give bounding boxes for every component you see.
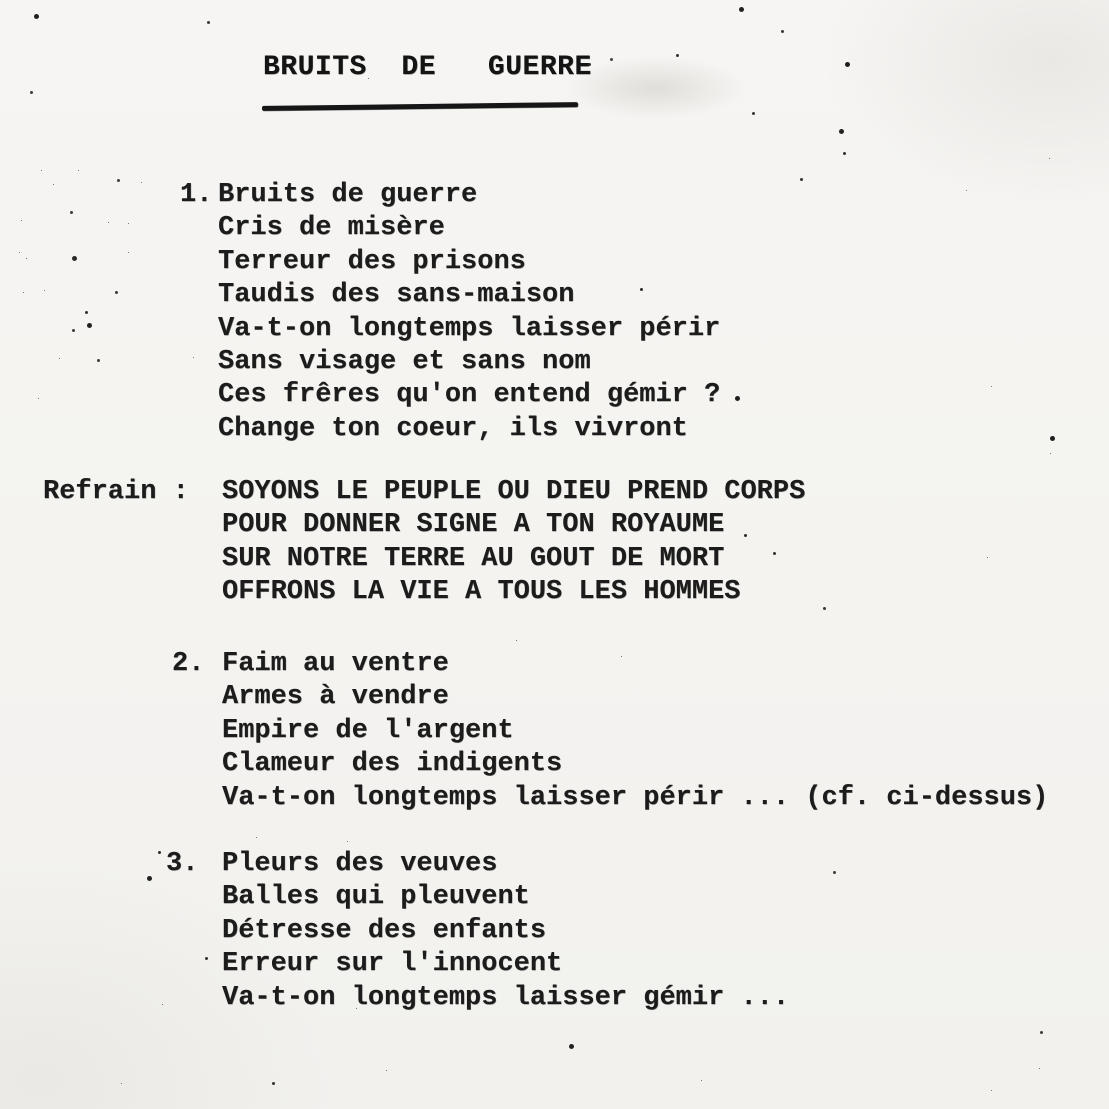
lyric-line: Ces frêres qu'on entend gémir ? bbox=[218, 380, 721, 411]
lyric-line: Clameur des indigents bbox=[222, 749, 563, 780]
lyric-line: Terreur des prisons bbox=[218, 246, 526, 277]
lyric-line: Armes à vendre bbox=[222, 682, 449, 713]
lyric-line: Balles qui pleuvent bbox=[222, 882, 530, 913]
lyric-line: Change ton coeur, ils vivront bbox=[218, 413, 688, 444]
lyric-line: Détresse des enfants bbox=[222, 915, 547, 946]
lyric-line: SUR NOTRE TERRE AU GOUT DE MORT bbox=[222, 543, 725, 574]
lyric-line: Cris de misère bbox=[218, 213, 445, 244]
verse-number: 1. bbox=[180, 180, 213, 210]
verse-number: 3. bbox=[166, 849, 199, 879]
lyric-line: Empire de l'argent bbox=[222, 715, 514, 746]
lyric-lines bbox=[222, 476, 805, 610]
lyric-line: Taudis des sans-maison bbox=[218, 280, 575, 311]
lyric-line: Erreur sur l'innocent bbox=[222, 949, 563, 980]
lyric-lines bbox=[222, 648, 1048, 815]
page-title: BRUITS DE GUERRE bbox=[263, 52, 592, 83]
title-underline bbox=[262, 102, 578, 111]
lyric-line: Faim au ventre bbox=[222, 649, 449, 679]
lyric-line: POUR DONNER SIGNE A TON ROYAUME bbox=[222, 510, 725, 541]
lyric-line: Pleurs des veuves bbox=[222, 849, 498, 879]
refrain-label: Refrain : bbox=[43, 477, 189, 507]
lyric-line: OFFRONS LA VIE A TOUS LES HOMMES bbox=[222, 577, 741, 608]
verse-number: 2. bbox=[172, 649, 205, 679]
lyric-line: Bruits de guerre bbox=[218, 180, 478, 210]
lyric-line: Va-t-on longtemps laisser gémir ... bbox=[222, 982, 790, 1013]
lyric-lines bbox=[218, 179, 720, 446]
scan-speckles bbox=[0, 0, 3, 3]
lyric-line: SOYONS LE PEUPLE OU DIEU PREND CORPS bbox=[222, 477, 806, 507]
lyric-line: Va-t-on longtemps laisser périr ... (cf. ci-dessus) bbox=[222, 782, 1049, 813]
lyric-line: Sans visage et sans nom bbox=[218, 347, 591, 378]
lyric-lines bbox=[222, 848, 789, 1015]
lyric-line: Va-t-on longtemps laisser périr bbox=[218, 313, 721, 344]
